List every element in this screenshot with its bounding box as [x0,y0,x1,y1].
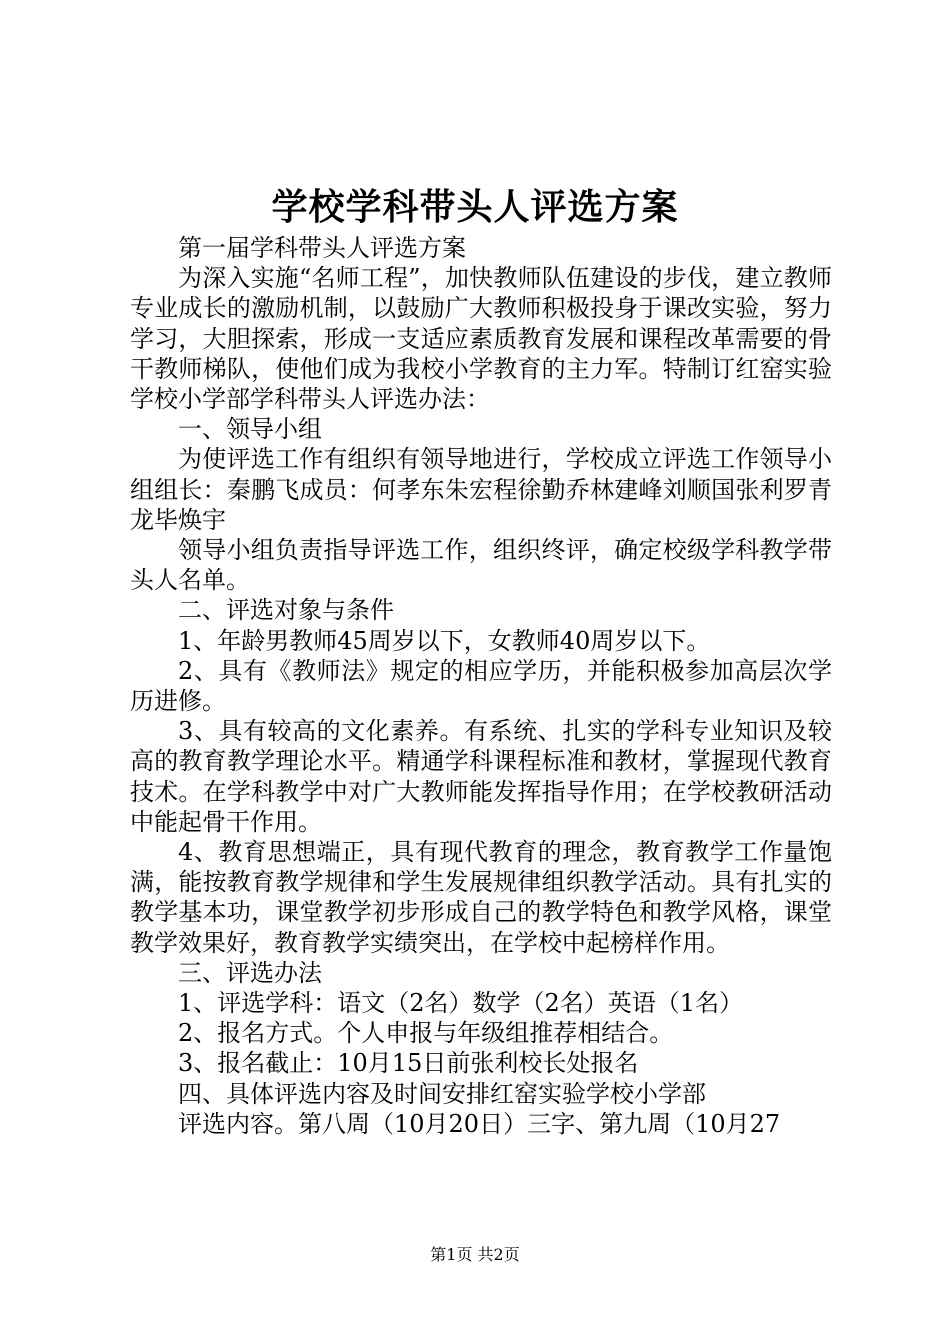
section-heading-schedule: 四、具体评选内容及时间安排红窑实验学校小学部 [178,1079,706,1108]
document-body [130,233,832,1139]
paragraph-intro: 为深入实施“名师工程”，加快教师队伍建设的步伐，建立教师专业成长的激励机制，以鼓励广大教师积极投身于课改实验，努力学习，大胆探索，形成一支适应素质教育发展和课程改革需要的骨干教师梯队，使他们成为我校小学教育的主力军。特制订红窑实验学校小学部学科带头人评选办法： [130,264,832,414]
paragraph-leadership-duty: 领导小组负责指导评选工作，组织终评，确定校级学科教学带头人名单。 [130,536,832,595]
section-heading-criteria: 二、评选对象与条件 [178,596,394,625]
section-heading-method: 三、评选办法 [178,958,322,987]
paragraph-method-3: 3、报名截止：10月15日前张利校长处报名 [178,1049,639,1078]
document-title: 学校学科带头人评选方案 [271,186,679,228]
paragraph-criteria-4: 4、教育思想端正，具有现代教育的理念，教育教学工作量饱满，能按教育教学规律和学生发展规律组织教学活动。具有扎实的教学基本功，课堂教学初步形成自己的教学特色和教学风格，课堂教学效果好，教育教学实绩突出，在学校中起榜样作用。 [130,838,832,957]
paragraph-criteria-3: 3、具有较高的文化素养。有系统、扎实的学科专业知识及较高的教育教学理论水平。精通学科课程标准和教材，掌握现代教育技术。在学科教学中对广大教师能发挥指导作用；在学校教研活动中能起骨干作用。 [130,717,832,836]
paragraph-method-1: 1、评选学科：语文（2名）数学（2名）英语（1名） [178,989,744,1018]
paragraph-schedule: 评选内容。第八周（10月20日）三字、第九周（10月27 [178,1109,781,1138]
paragraph-subtitle: 第一届学科带头人评选方案 [178,234,466,262]
section-heading-leadership: 一、领导小组 [178,415,322,444]
page-footer: 第1页 共2页 [430,1245,520,1264]
paragraph-method-2: 2、报名方式。个人申报与年级组推荐相结合。 [178,1019,674,1048]
paragraph-criteria-2: 2、具有《教师法》规定的相应学历，并能积极参加高层次学历进修。 [130,656,832,716]
paragraph-criteria-1: 1、年龄男教师45周岁以下，女教师40周岁以下。 [178,626,711,655]
paragraph-leadership-members: 为使评选工作有组织有领导地进行，学校成立评选工作领导小组组长：秦鹏飞成员：何孝东朱宏程徐勤乔林建峰刘顺国张利罗青龙毕焕宇 [130,445,832,534]
